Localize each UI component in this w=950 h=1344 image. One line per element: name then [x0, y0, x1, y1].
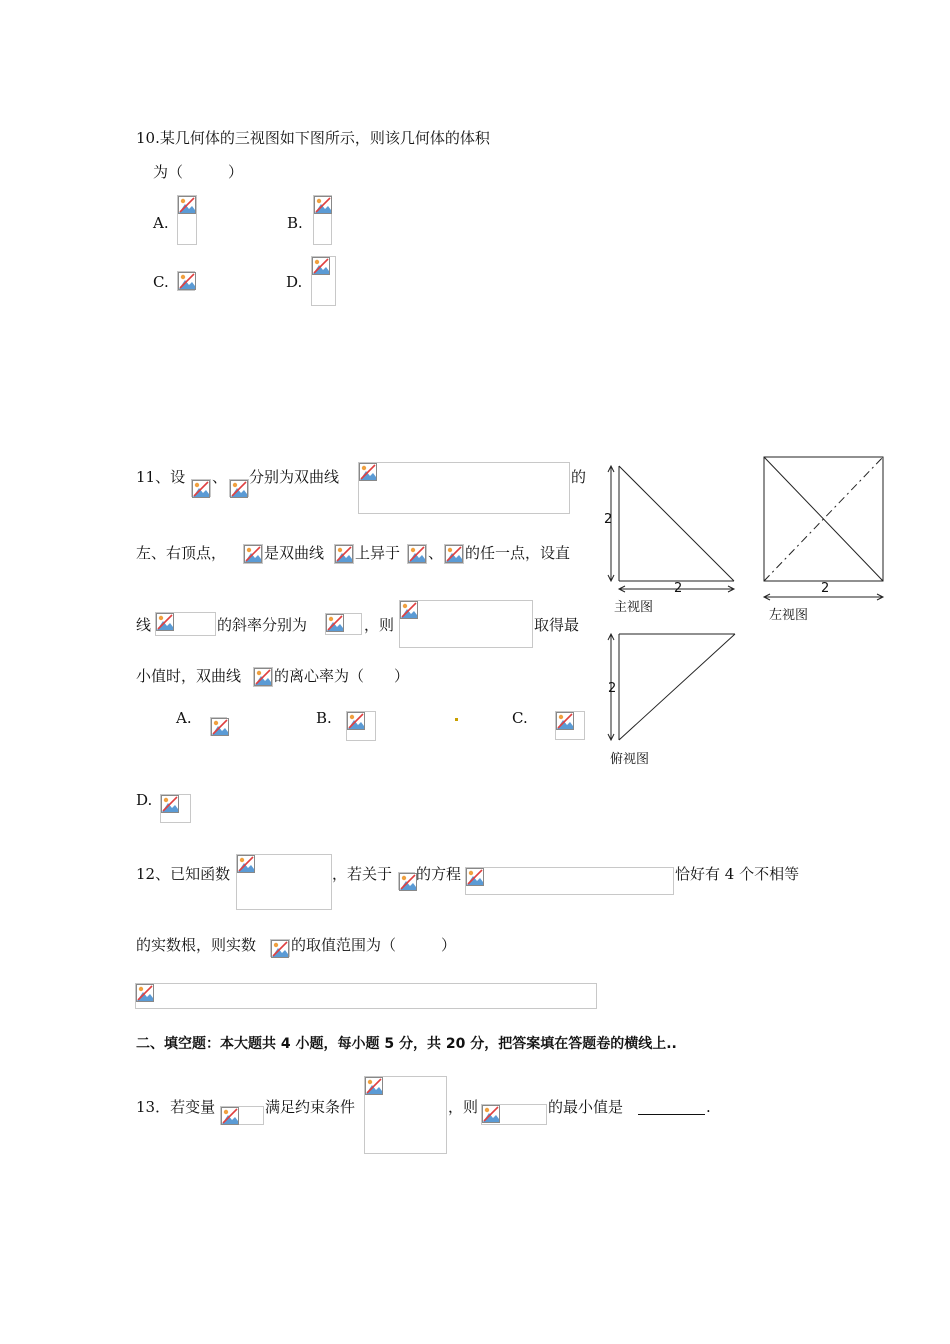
q11-text: 11、设: [136, 468, 186, 486]
q11-option-c-label: C.: [512, 709, 528, 727]
q10-stem-line2: 为（ ）: [153, 163, 244, 181]
q12-text: 的取值范围为（ ）: [291, 936, 457, 954]
q13-text: 13．若变量: [136, 1098, 216, 1116]
broken-image-icon: [399, 873, 417, 891]
front-view-label: 主视图: [614, 600, 654, 615]
q13-answer-blank[interactable]: [638, 1114, 705, 1115]
front-view: [608, 466, 734, 592]
broken-image-icon: [466, 868, 484, 886]
q11-text: 是双曲线: [264, 544, 325, 562]
side-view: [764, 457, 883, 600]
q10-option-c-label: C.: [153, 273, 169, 291]
q13-text: ，则: [448, 1098, 479, 1116]
top-view-label: 俯视图: [610, 752, 650, 767]
q13-text: .: [706, 1098, 711, 1116]
front-view-width-dim: 2: [674, 581, 683, 596]
q11-text: 上异于: [355, 544, 401, 562]
q13-formula-constraints: [364, 1076, 447, 1154]
q12-options-image: [135, 983, 597, 1009]
section-2-heading: 二、填空题：本大题共 4 小题，每小题 5 分，共 20 分，把答案填在答题卷的横线上..: [136, 1036, 677, 1052]
q12-text: 12、已知函数: [136, 865, 231, 883]
q11-text: 左、右顶点，: [136, 544, 227, 562]
q11-text: 的斜率分别为: [217, 616, 308, 634]
q12-formula-equation: [465, 867, 674, 895]
q12-formula-x: [398, 872, 415, 890]
q13-formula-objective: [481, 1104, 547, 1125]
q10-option-b-label: B.: [287, 214, 303, 232]
q10-option-d-label: D.: [286, 273, 303, 291]
q11-text: 取得最: [534, 616, 580, 634]
broken-image-icon: [136, 984, 154, 1002]
q10-option-a-label: A.: [153, 214, 169, 232]
q13-text: 的最小值是: [548, 1098, 624, 1116]
q11-text: 的: [571, 468, 587, 486]
top-view: [608, 634, 735, 740]
q11-text: ，则: [364, 616, 395, 634]
q11-option-d-label: D.: [136, 791, 153, 809]
side-view-width-dim: 2: [821, 581, 830, 596]
q12-text: 的方程: [416, 865, 462, 883]
broken-image-icon: [271, 940, 289, 958]
q13-text: 满足约束条件: [265, 1098, 356, 1116]
q11-text: 线: [136, 616, 152, 634]
q12-text: 的实数根，则实数: [136, 936, 257, 954]
q11-text: 的离心率为（ ）: [274, 667, 410, 685]
q11-option-b-label: B.: [316, 709, 332, 727]
side-view-label: 左视图: [769, 608, 809, 623]
broken-image-icon: [221, 1107, 239, 1125]
q11-text: 分别为双曲线: [249, 468, 340, 486]
q12-formula-function: [236, 854, 332, 910]
q12-text: 恰好有 4 个不相等: [675, 865, 800, 883]
q13-formula-xy: [220, 1106, 264, 1125]
q12-text: ，若关于: [332, 865, 393, 883]
top-view-height-dim: 2: [608, 681, 617, 696]
q12-formula-a: [270, 939, 290, 957]
front-view-height-dim: 2: [604, 512, 613, 527]
q11-option-a-label: A.: [176, 709, 192, 727]
q11-text: 小值时，双曲线: [136, 667, 242, 685]
q11-text: 的任一点，设直: [465, 544, 571, 562]
q11-text: 、: [428, 544, 444, 562]
broken-image-icon: [237, 855, 255, 873]
q10-stem-line1: 10.某几何体的三视图如下图所示，则该几何体的体积: [136, 129, 490, 147]
q11-text: 、: [212, 468, 228, 486]
broken-image-icon: [482, 1105, 500, 1123]
broken-image-icon: [365, 1077, 383, 1095]
